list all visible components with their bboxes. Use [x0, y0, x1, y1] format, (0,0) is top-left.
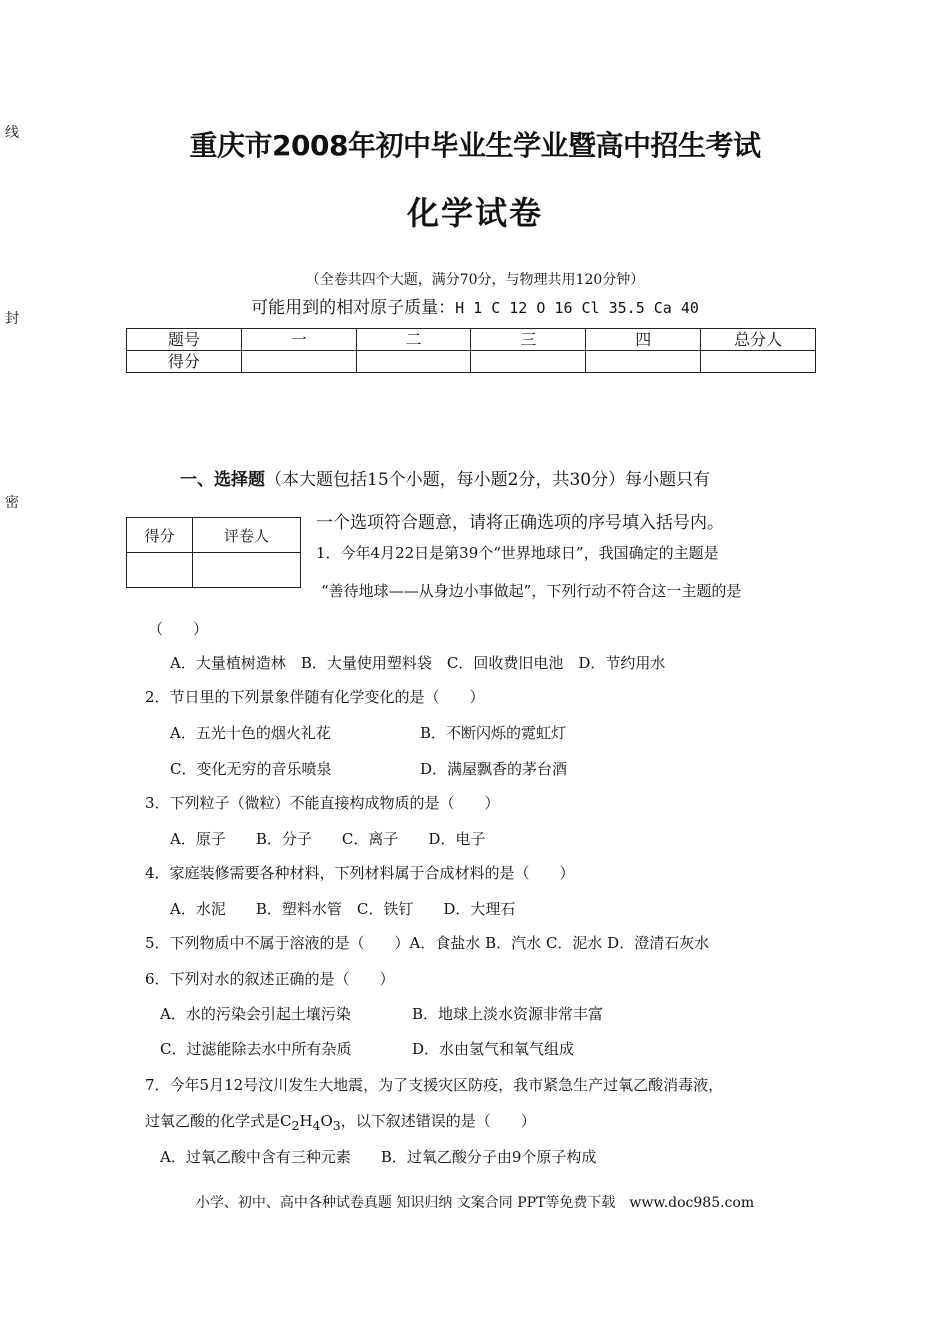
score-cell: [471, 351, 586, 373]
grader-header-grader: 评卷人: [193, 518, 301, 553]
question-6-option-a: A．水的污染会引起土壤污染: [160, 1005, 351, 1023]
formula-sub-o: 3: [332, 1118, 341, 1133]
footer-ad: 小学、初中、高中各种试卷真题 知识归纳 文案合同 PPT等免费下载 www.doc985.com: [195, 1195, 755, 1211]
formula-prefix: 过氧乙酸的化学式是C: [145, 1112, 292, 1130]
question-6-option-d: D．水由氢气和氧气组成: [412, 1040, 575, 1058]
grader-cell: [127, 553, 193, 588]
formula-sub-c: 2: [291, 1118, 300, 1133]
score-cell: 总分人: [701, 329, 816, 351]
question-1-line-2: “善待地球——从身边小事做起”，下列行动不符合这一主题的是: [321, 582, 742, 600]
score-table: [126, 328, 816, 373]
formula-o: O: [320, 1112, 333, 1130]
margin-mark-mi: 密: [5, 495, 19, 511]
score-cell: [586, 351, 701, 373]
score-cell: [356, 351, 471, 373]
question-4-stem: 4．家庭装修需要各种材料，下列材料属于合成材料的是（ ）: [145, 864, 575, 882]
question-3-options: A．原子 B．分子 C．离子 D．电子: [170, 830, 486, 848]
exam-note: （全卷共四个大题，满分70分，与物理共用120分钟）: [305, 272, 645, 288]
question-3-stem: 3．下列粒子（微粒）不能直接构成物质的是（ ）: [145, 794, 500, 812]
question-7-line-2-rest: ，以下叙述错误的是（ ）: [340, 1112, 536, 1130]
section-1-lead: 一、选择题: [180, 470, 265, 490]
grader-cell: [193, 553, 301, 588]
question-7-line-1: 7．今年5月12号汶川发生大地震，为了支援灾区防疫，我市紧急生产过氧乙酸消毒液，: [145, 1076, 724, 1094]
question-6-stem: 6．下列对水的叙述正确的是（ ）: [145, 970, 395, 988]
question-7-options: A．过氧乙酸中含有三种元素 B．过氧乙酸分子由9个原子构成: [160, 1148, 597, 1166]
question-2-option-a: A．五光十色的烟火礼花: [170, 724, 331, 742]
atomic-masses-label: 可能用到的相对原子质量：: [251, 298, 456, 318]
score-cell: 得分: [127, 351, 242, 373]
question-2-option-d: D．满屋飘香的茅台酒: [420, 760, 568, 778]
question-7-line-2: [145, 1110, 536, 1133]
exam-subtitle: 化学试卷: [406, 194, 543, 232]
grader-header-score: 得分: [127, 518, 193, 553]
question-1-blank: （ ）: [148, 620, 209, 638]
score-cell: 二: [356, 329, 471, 351]
score-table-score-row: [127, 351, 816, 373]
question-2-option-c: C．变化无穷的音乐喷泉: [170, 760, 332, 778]
formula-h: H: [299, 1112, 313, 1130]
grader-table: [126, 517, 301, 588]
score-table-header-row: [127, 329, 816, 351]
question-1-line-1: 1．今年4月22日是第39个“世界地球日”，我国确定的主题是: [316, 544, 719, 562]
score-cell: 题号: [127, 329, 242, 351]
formula-sub-h: 4: [312, 1118, 321, 1133]
atomic-masses: [0, 293, 950, 318]
score-cell: [701, 351, 816, 373]
section-1-desc: （本大题包括15个小题，每小题2分，共30分）每小题只有: [265, 470, 711, 490]
section-1-desc-line2: 一个选项符合题意，请将正确选项的序号填入括号内。: [316, 513, 724, 533]
question-2-stem: 2．节日里的下列景象伴随有化学变化的是（ ）: [145, 688, 485, 706]
grader-blank-row: [127, 553, 301, 588]
margin-mark-xian: 线: [5, 125, 19, 141]
score-cell: 三: [471, 329, 586, 351]
question-1-options: A．大量植树造林 B．大量使用塑料袋 C．回收费旧电池 D．节约用水: [170, 654, 666, 672]
question-6-option-b: B．地球上淡水资源非常丰富: [412, 1005, 604, 1023]
question-2-option-b: B．不断闪烁的霓虹灯: [420, 724, 567, 742]
question-4-options: A．水泥 B．塑料水管 C．铁钉 D．大理石: [170, 900, 516, 918]
score-cell: 一: [241, 329, 356, 351]
margin-mark-feng: 封: [5, 311, 19, 327]
grader-header-row: [127, 518, 301, 553]
question-5: 5．下列物质中不属于溶液的是（ ）A．食盐水 B．汽水 C．泥水 D．澄清石灰水: [145, 934, 710, 952]
question-6-option-c: C．过滤能除去水中所有杂质: [160, 1040, 352, 1058]
section-1-title: [180, 465, 710, 490]
exam-title: 重庆市2008年初中毕业生学业暨高中招生考试: [189, 129, 761, 162]
score-cell: [241, 351, 356, 373]
atomic-masses-values: H 1 C 12 O 16 Cl 35.5 Ca 40: [455, 299, 699, 317]
score-cell: 四: [586, 329, 701, 351]
